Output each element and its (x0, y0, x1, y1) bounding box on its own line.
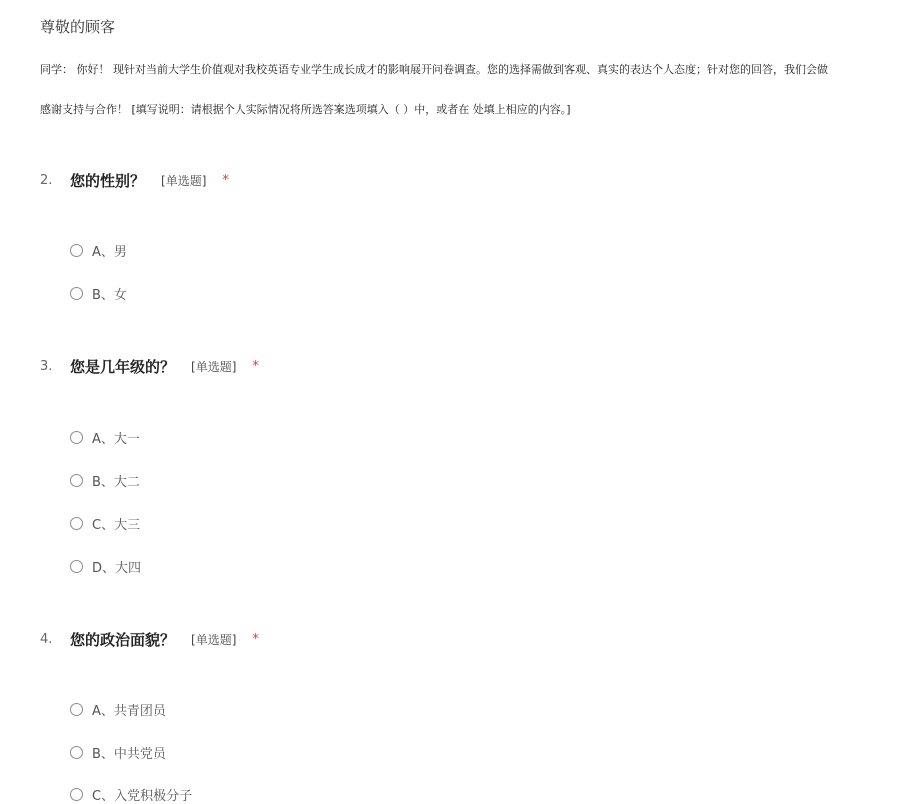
option-label: A、共青团员 (92, 703, 166, 719)
option-freshman[interactable] (70, 427, 140, 447)
radio-button[interactable] (70, 431, 83, 444)
question-header (40, 168, 880, 192)
radio-button[interactable] (70, 244, 83, 257)
option-label: A、男 (92, 244, 127, 260)
radio-button[interactable] (70, 788, 83, 801)
option-label: B、中共党员 (92, 746, 166, 762)
option-party-activist[interactable] (70, 784, 192, 804)
option-junior[interactable] (70, 513, 140, 533)
option-male[interactable] (70, 240, 127, 260)
option-label: B、女 (92, 287, 127, 303)
required-marker: * (252, 358, 259, 374)
radio-button[interactable] (70, 746, 83, 759)
radio-button[interactable] (70, 560, 83, 573)
radio-button[interactable] (70, 517, 83, 530)
intro-line-2: 感谢支持与合作！ [填写说明：请根据个人实际情况将所选答案选项填入（ ）中，或者在 处填上相应的内容。] (40, 103, 571, 116)
question-number: 3. (40, 358, 53, 374)
question-number: 2. (40, 172, 53, 188)
option-female[interactable] (70, 283, 127, 303)
option-label: C、大三 (92, 517, 141, 533)
option-party-member[interactable] (70, 742, 166, 762)
option-sophomore[interactable] (70, 470, 140, 490)
question-type: [单选题] (191, 359, 237, 374)
question-header (40, 354, 880, 378)
question-type: [单选题] (161, 173, 207, 188)
radio-button[interactable] (70, 287, 83, 300)
required-marker: * (222, 172, 229, 188)
question-type: [单选题] (191, 632, 237, 647)
radio-button[interactable] (70, 703, 83, 716)
survey-intro (40, 50, 898, 130)
question-gender (40, 168, 880, 303)
option-senior[interactable] (70, 556, 141, 576)
radio-button[interactable] (70, 474, 83, 487)
question-title: 您的性别？ (70, 171, 146, 190)
option-league-member[interactable] (70, 699, 166, 719)
question-title: 您的政治面貌？ (70, 630, 176, 649)
question-political-status (40, 627, 880, 804)
question-header (40, 627, 880, 651)
question-title: 您是几年级的？ (70, 357, 176, 376)
survey-greeting: 尊敬的顾客 (40, 18, 116, 36)
required-marker: * (252, 631, 259, 647)
question-grade (40, 354, 880, 576)
question-number: 4. (40, 631, 53, 647)
intro-line-1: 同学： 你好！ 现针对当前大学生价值观对我校英语专业学生成长成才的影响展开问卷调查。您的选择需做到客观、真实的表达个人态度；针对您的回答，我们会做 (40, 63, 828, 76)
option-label: D、大四 (92, 560, 142, 576)
option-label: B、大二 (92, 474, 140, 490)
option-label: C、入党积极分子 (92, 788, 193, 804)
option-label: A、大一 (92, 431, 140, 447)
